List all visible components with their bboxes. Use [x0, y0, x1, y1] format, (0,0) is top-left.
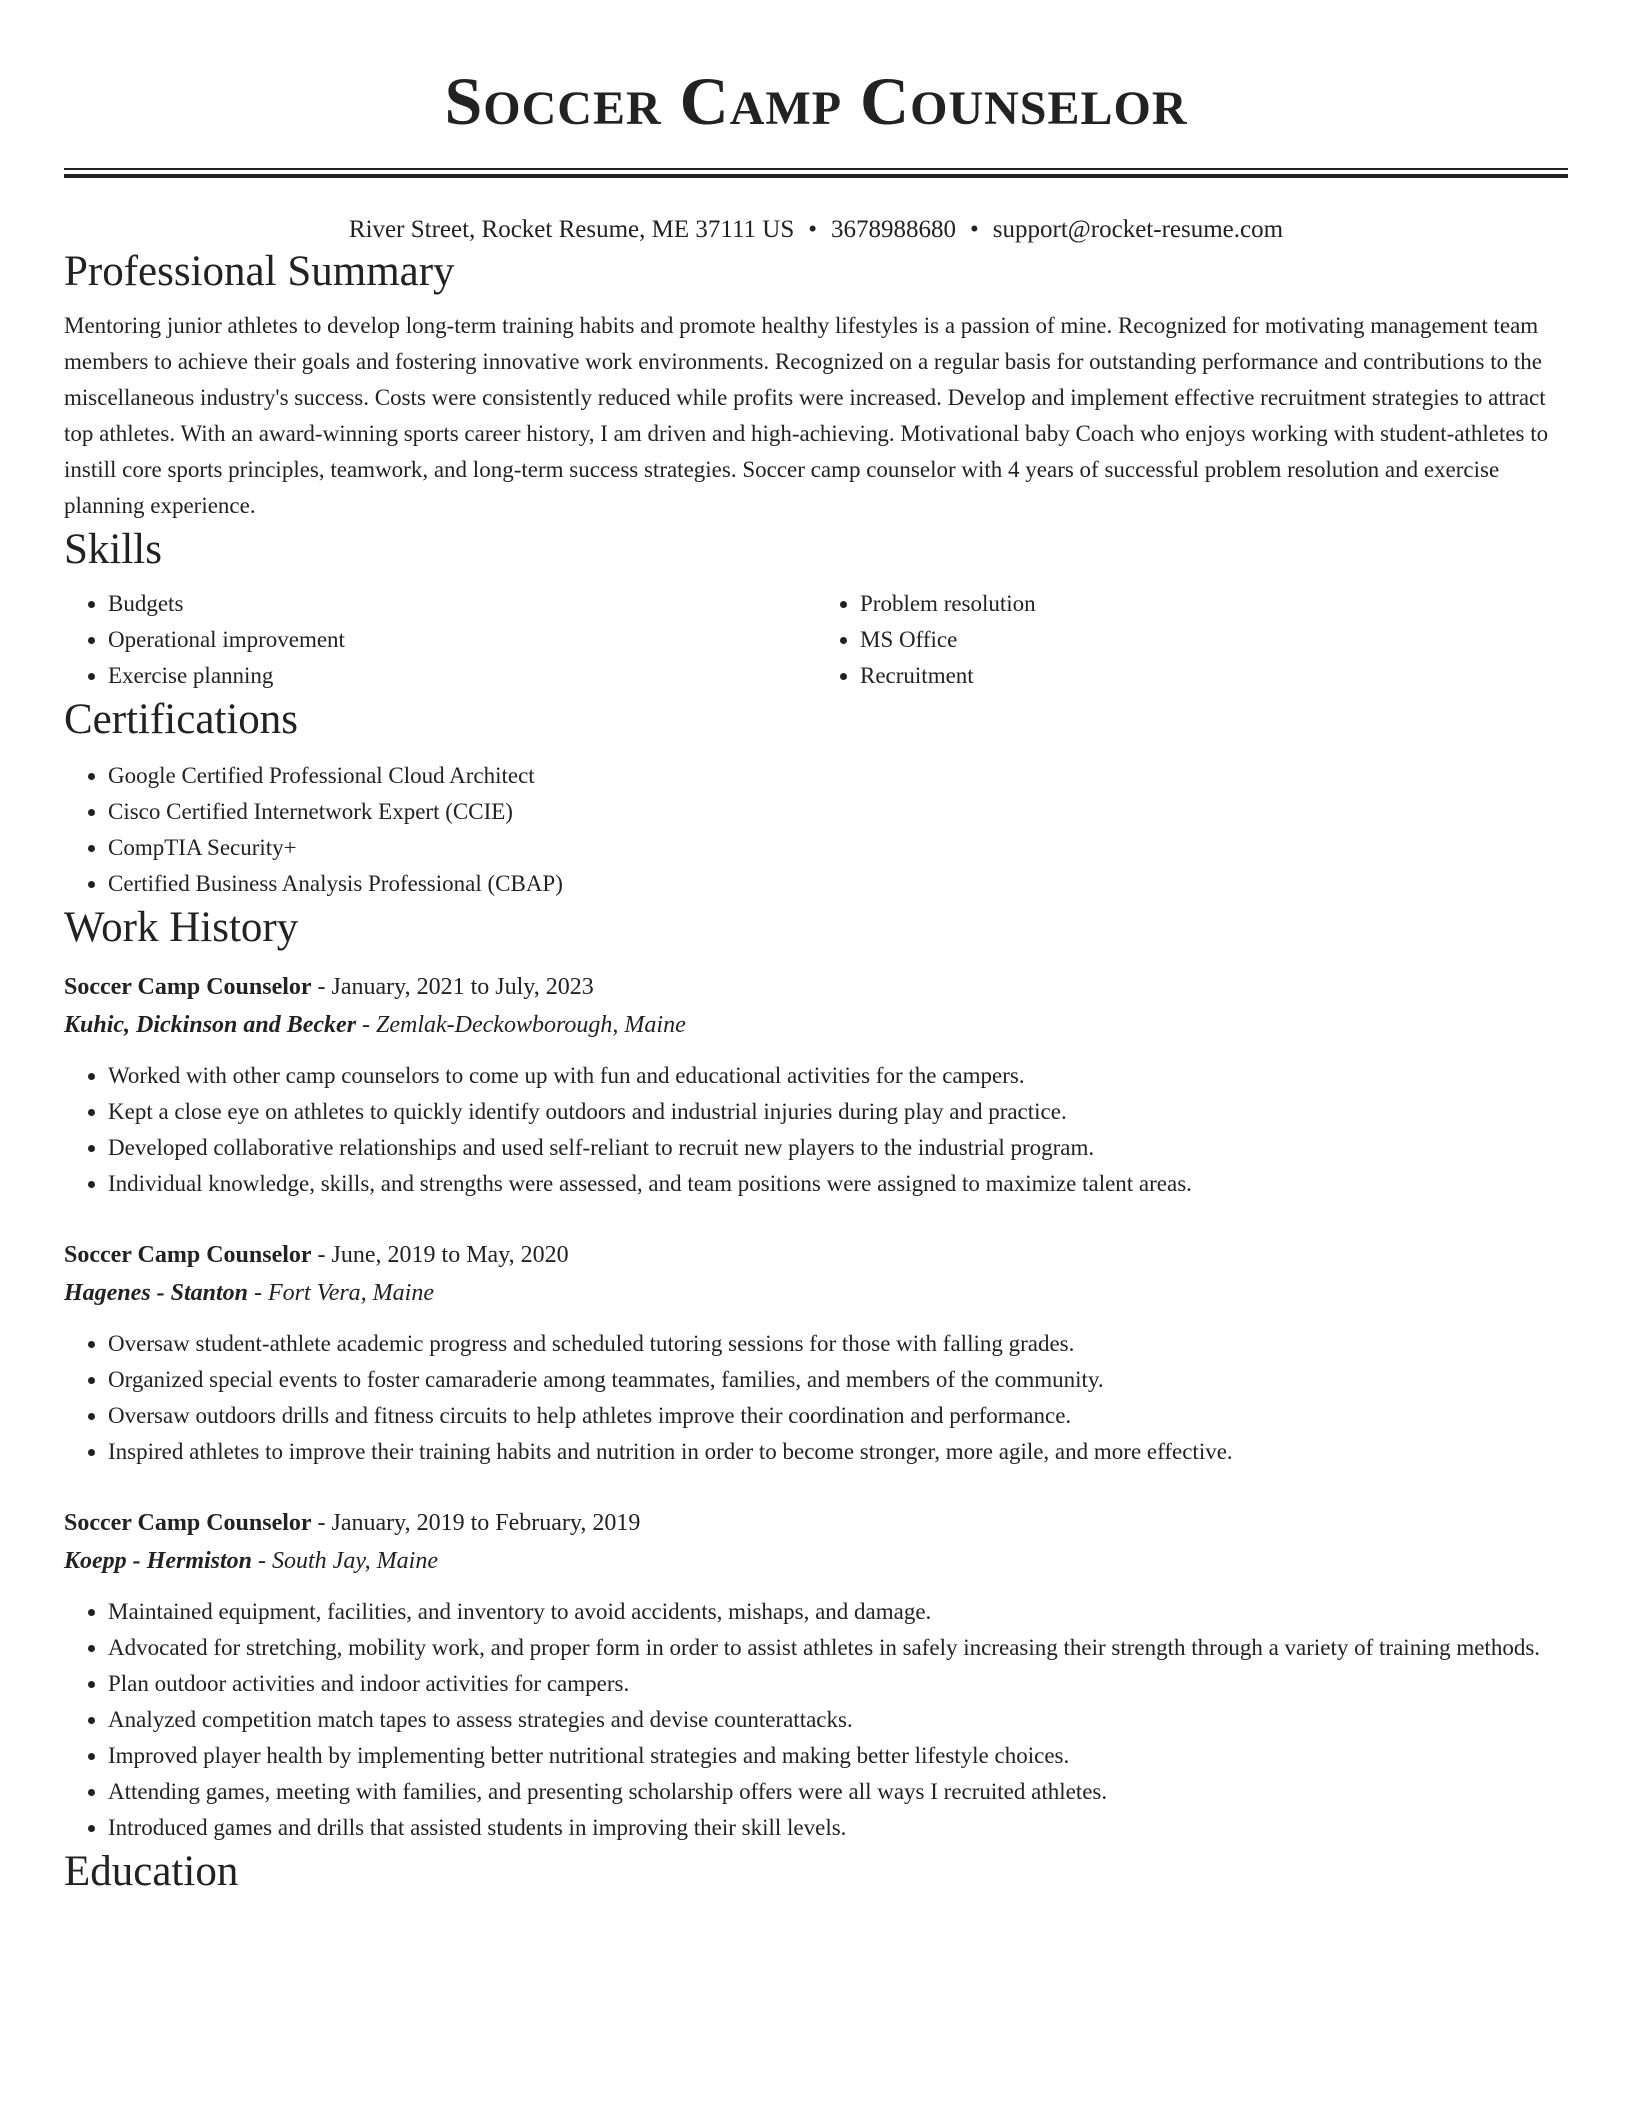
certifications-list	[64, 758, 1568, 902]
skill-item: • Problem resolution	[860, 586, 1568, 622]
job-bullet: • Attending games, meeting with families, and presenting scholarship offers were all ways I recruited athletes.	[108, 1774, 1568, 1810]
job-role: Soccer Camp Counselor	[64, 1510, 312, 1536]
job-entry	[64, 1504, 1568, 1846]
job-bullet: • Introduced games and drills that assisted students in improving their skill levels.	[108, 1810, 1568, 1846]
job-bullets	[64, 1594, 1568, 1846]
resume-page	[64, 0, 1568, 1898]
certification-item: • CompTIA Security+	[108, 830, 1568, 866]
contact-line	[64, 214, 1568, 246]
job-company: Kuhic, Dickinson and Becker	[64, 1012, 357, 1038]
work-history-heading: Work History	[64, 904, 299, 951]
job-entry	[64, 968, 1568, 1202]
skill-item: • MS Office	[860, 622, 1568, 658]
job-bullet: • Advocated for stretching, mobility work, and proper form in order to assist athletes in safely increasing their strength through a variety of training methods.	[108, 1630, 1568, 1666]
contact-separator: •	[808, 216, 817, 243]
job-bullet: • Inspired athletes to improve their training habits and nutrition in order to become stronger, more agile, and more effective.	[108, 1434, 1568, 1470]
summary-text: Mentoring junior athletes to develop long-term training habits and promote healthy lifestyles is a passion of mine. Recognized for motivating management team members to achieve their goals and fostering innovative work environments. Recognized on a regular basis for outstanding performance and contributions to the miscellaneous industry's success. Costs were consistently reduced while profits were increased. Develop and implement effective recruitment strategies to attract top athletes. With an award-winning sports career history, I am driven and high-achieving. Motivational baby Coach who enjoys working with student-athletes to instill core sports principles, teamwork, and long-term success strategies. Soccer camp counselor with 4 years of successful problem resolution and exercise planning experience.	[64, 313, 1549, 518]
job-title-line	[64, 1236, 1568, 1274]
education-heading: Education	[64, 1848, 239, 1895]
job-bullet: • Individual knowledge, skills, and strengths were assessed, and team positions were assigned to maximize talent areas.	[108, 1166, 1568, 1202]
contact-phone: 3678988680	[831, 216, 956, 243]
job-company-line	[64, 1006, 1568, 1044]
skills-columns	[64, 586, 1568, 694]
certification-item: • Certified Business Analysis Professional (CBAP)	[108, 866, 1568, 902]
header-divider	[64, 168, 1568, 178]
skills-list-right	[816, 586, 1568, 694]
job-entry	[64, 1236, 1568, 1470]
job-bullet: • Developed collaborative relationships and used self-reliant to recruit new players to the industrial program.	[108, 1130, 1568, 1166]
certification-item: • Google Certified Professional Cloud Architect	[108, 758, 1568, 794]
job-role: Soccer Camp Counselor	[64, 974, 312, 1000]
job-bullet: • Oversaw outdoors drills and fitness circuits to help athletes improve their coordination and performance.	[108, 1398, 1568, 1434]
certification-item: • Cisco Certified Internetwork Expert (CCIE)	[108, 794, 1568, 830]
job-bullet: • Kept a close eye on athletes to quickly identify outdoors and industrial injuries during play and practice.	[108, 1094, 1568, 1130]
job-dates: - June, 2019 to May, 2020	[311, 1242, 569, 1268]
skill-item: • Operational improvement	[108, 622, 816, 658]
job-bullet: • Maintained equipment, facilities, and inventory to avoid accidents, mishaps, and damage.	[108, 1594, 1568, 1630]
skills-list-left	[64, 586, 816, 694]
job-company-line	[64, 1542, 1568, 1580]
job-bullet: • Improved player health by implementing better nutritional strategies and making better lifestyle choices.	[108, 1738, 1568, 1774]
job-bullets	[64, 1326, 1568, 1470]
skill-item: • Recruitment	[860, 658, 1568, 694]
job-bullet: • Oversaw student-athlete academic progress and scheduled tutoring sessions for those with falling grades.	[108, 1326, 1568, 1362]
summary-heading: Professional Summary	[64, 248, 455, 295]
job-location: - Zemlak-Deckowborough, Maine	[356, 1012, 686, 1038]
resume-name: Soccer Camp Counselor	[444, 63, 1188, 139]
skill-item: • Exercise planning	[108, 658, 816, 694]
job-bullets	[64, 1058, 1568, 1202]
skill-item: • Budgets	[108, 586, 816, 622]
job-title-line	[64, 1504, 1568, 1542]
job-bullet: • Plan outdoor activities and indoor activities for campers.	[108, 1666, 1568, 1702]
contact-address: River Street, Rocket Resume, ME 37111 US	[348, 216, 795, 243]
job-company-line	[64, 1274, 1568, 1312]
job-company: Koepp - Hermiston	[64, 1548, 253, 1574]
contact-email: support@rocket-resume.com	[992, 216, 1284, 243]
job-company: Hagenes - Stanton	[64, 1280, 249, 1306]
job-bullet: • Organized special events to foster camaraderie among teammates, families, and members of the community.	[108, 1362, 1568, 1398]
certifications-heading: Certifications	[64, 696, 299, 743]
job-role: Soccer Camp Counselor	[64, 1242, 312, 1268]
job-location: - South Jay, Maine	[252, 1548, 438, 1574]
job-dates: - January, 2021 to July, 2023	[311, 974, 594, 1000]
job-bullet: • Analyzed competition match tapes to assess strategies and devise counterattacks.	[108, 1702, 1568, 1738]
contact-separator: •	[970, 216, 979, 243]
job-bullet: • Worked with other camp counselors to come up with fun and educational activities for the campers.	[108, 1058, 1568, 1094]
skills-heading: Skills	[64, 526, 162, 573]
job-dates: - January, 2019 to February, 2019	[311, 1510, 641, 1536]
job-title-line	[64, 968, 1568, 1006]
job-location: - Fort Vera, Maine	[248, 1280, 434, 1306]
